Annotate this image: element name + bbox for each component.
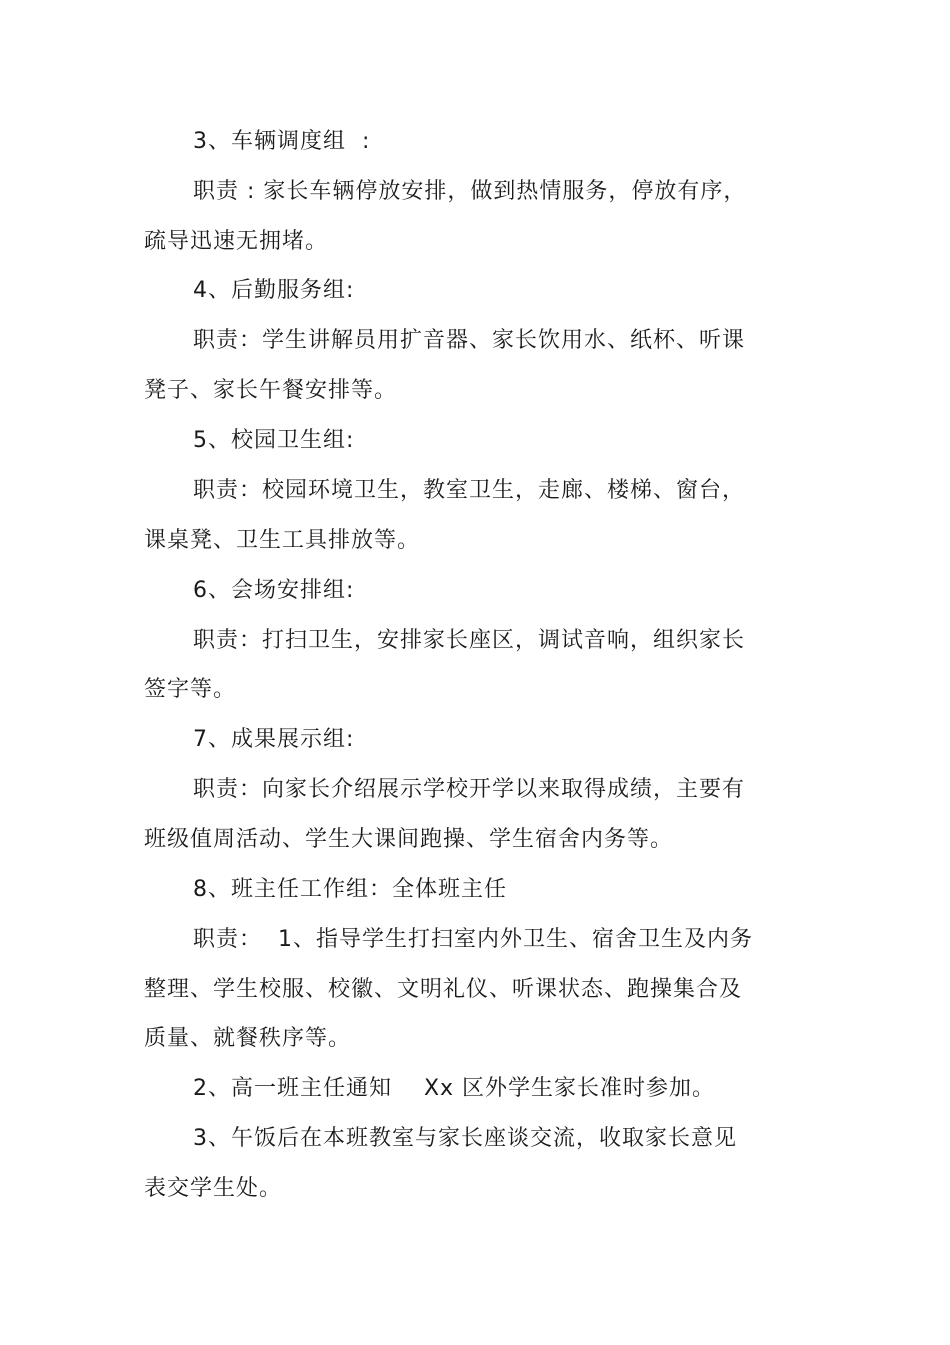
duty-logistics-cont: 凳子、家长午餐安排等。	[144, 378, 398, 403]
duty-venue: 职责：打扫卫生，安排家长座区，调试音响，组织家长	[193, 628, 746, 653]
duty-logistics: 职责：学生讲解员用扩音器、家长饮用水、纸杯、听课	[193, 328, 746, 353]
notice-item-3: 3、午饭后在本班教室与家长座谈交流，收取家长意见	[193, 1126, 737, 1151]
duty-hygiene-cont: 课桌凳、卫生工具排放等。	[144, 528, 421, 553]
duty-head-teachers-cont-1: 整理、学生校服、校徽、文明礼仪、听课状态、跑操集合及	[144, 977, 743, 1002]
section-heading-venue: 6、会场安排组:	[193, 578, 355, 603]
duty-hygiene: 职责：校园环境卫生，教室卫生，走廊、楼梯、窗台，	[193, 478, 746, 503]
section-heading-achievements: 7、成果展示组:	[193, 727, 355, 752]
duty-head-teachers: 职责： 1、指导学生打扫室内外卫生、宿舍卫生及内务	[193, 927, 753, 952]
section-heading-head-teachers: 8、班主任工作组：全体班主任	[193, 877, 507, 902]
section-heading-logistics: 4、后勤服务组:	[193, 278, 355, 303]
section-heading-hygiene: 5、校园卫生组:	[193, 428, 355, 453]
duty-achievements: 职责：向家长介绍展示学校开学以来取得成绩，主要有	[193, 777, 746, 802]
duty-vehicle-cont: 疏导迅速无拥堵。	[144, 229, 329, 254]
section-heading-vehicle: 3、车辆调度组 :	[193, 129, 371, 154]
duty-venue-cont: 签字等。	[144, 677, 237, 702]
notice-item-2: 2、高一班主任通知 Xx 区外学生家长准时参加。	[193, 1076, 716, 1101]
duty-head-teachers-cont-2: 质量、就餐秩序等。	[144, 1026, 352, 1051]
duty-achievements-cont: 班级值周活动、学生大课间跑操、学生宿舍内务等。	[144, 827, 674, 852]
notice-item-3-cont: 表交学生处。	[144, 1176, 283, 1201]
duty-vehicle: 职责 : 家长车辆停放安排，做到热情服务，停放有序，	[193, 179, 747, 204]
